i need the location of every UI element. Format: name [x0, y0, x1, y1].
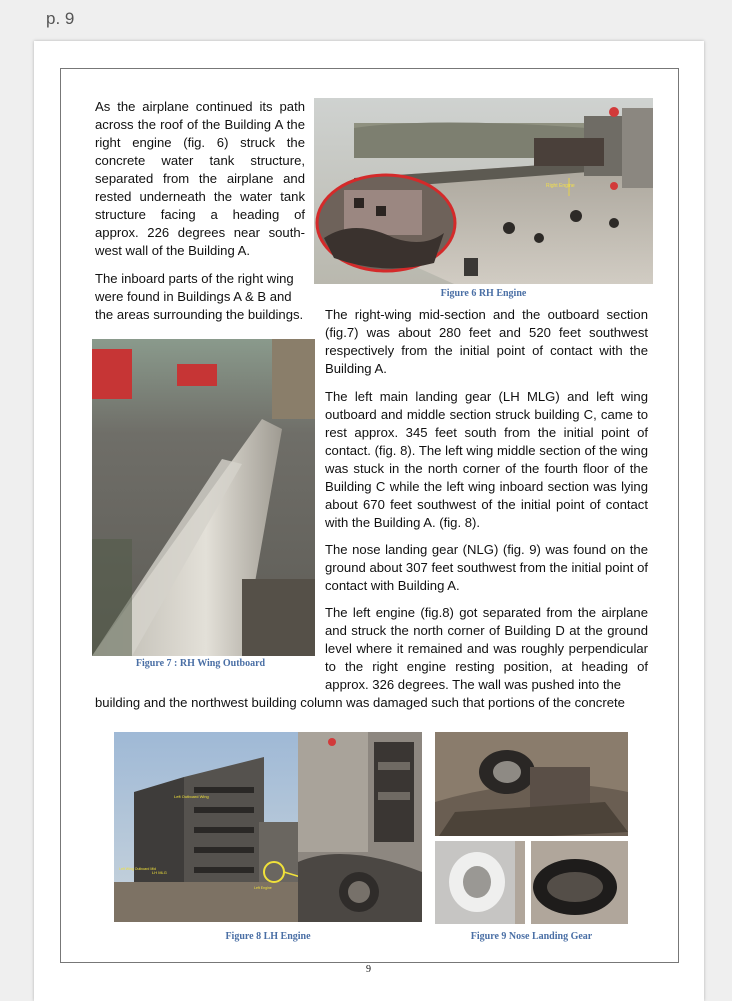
figure-6-rh-engine-photo — [314, 98, 653, 284]
paragraph-left-engine-b: building and the northwest building column was damaged such that portions of the concrete — [95, 695, 625, 710]
fig8-left-outboard-wing-label: Left Outboard Wing — [174, 794, 209, 799]
paragraph-right-wing-c: The right-wing mid-section and the outboard section (fig.7) was about 280 feet and 520 feet southwest respectively from the initial point of contact with the Building A. — [325, 307, 648, 376]
fig8-left-wing-mid-label: Left Wing Outboard Mid — [119, 867, 156, 871]
paragraph-right-wing-b: the areas surrounding the buildings. — [95, 307, 304, 322]
figure-9-caption: Figure 9 Nose Landing Gear — [470, 931, 593, 942]
fig8-lh-mlg-label: LH MLG — [152, 870, 167, 875]
paragraph-left-engine-a: The left engine (fig.8) got separated from the airplane and struck the north corner of Building D at the ground level where it remained and was roughly perpendicular to the right engine resting position, at heading of approx. 326 degrees. The wall was pushed into the — [325, 605, 648, 692]
figure-8-caption: Figure 8 LH Engine — [225, 931, 311, 942]
fig6-engine-label: Right Engine — [546, 183, 575, 189]
figure-7-rh-wing-photo — [92, 339, 315, 656]
paragraph-nlg: The nose landing gear (NLG) (fig. 9) was found on the ground about 307 feet southwest from the initial point of contact with Building A. — [325, 542, 648, 593]
figure-9-nlg-photo — [435, 732, 628, 924]
paragraph-left-mlg: The left main landing gear (LH MLG) and left wing outboard and middle section struck building C, came to rest approx. 345 feet south from the initial point of contact. (fig. 8). The left wing middle section of the wing was stuck in the north corner of the fourth floor of the Building C while the left wing inboard section was lying about 670 feet southwest of the initial point of contact with the Building A. (fig. 8). — [325, 389, 648, 530]
figure-6-caption: Figure 6 RH Engine — [440, 288, 527, 299]
figure-7-caption: Figure 7 : RH Wing Outboard — [135, 658, 266, 669]
page-number: 9 — [366, 964, 371, 975]
fig8-left-engine-label: Left Engine — [254, 886, 272, 890]
paragraph-right-wing-a: The inboard parts of the right wing were found in Buildings A & B and — [95, 271, 294, 304]
figure-8-lh-engine-photo — [114, 732, 422, 922]
page-label: p. 9 — [46, 9, 75, 28]
paragraph-right-engine: As the airplane continued its path across the roof of the Building A the right engine (fig. 6) struck the concrete water tank structure, separated from the airplane and rested underneath the water tank structure facing a heading of approx. 226 degrees near south-west wall of the Building A. — [95, 99, 305, 258]
